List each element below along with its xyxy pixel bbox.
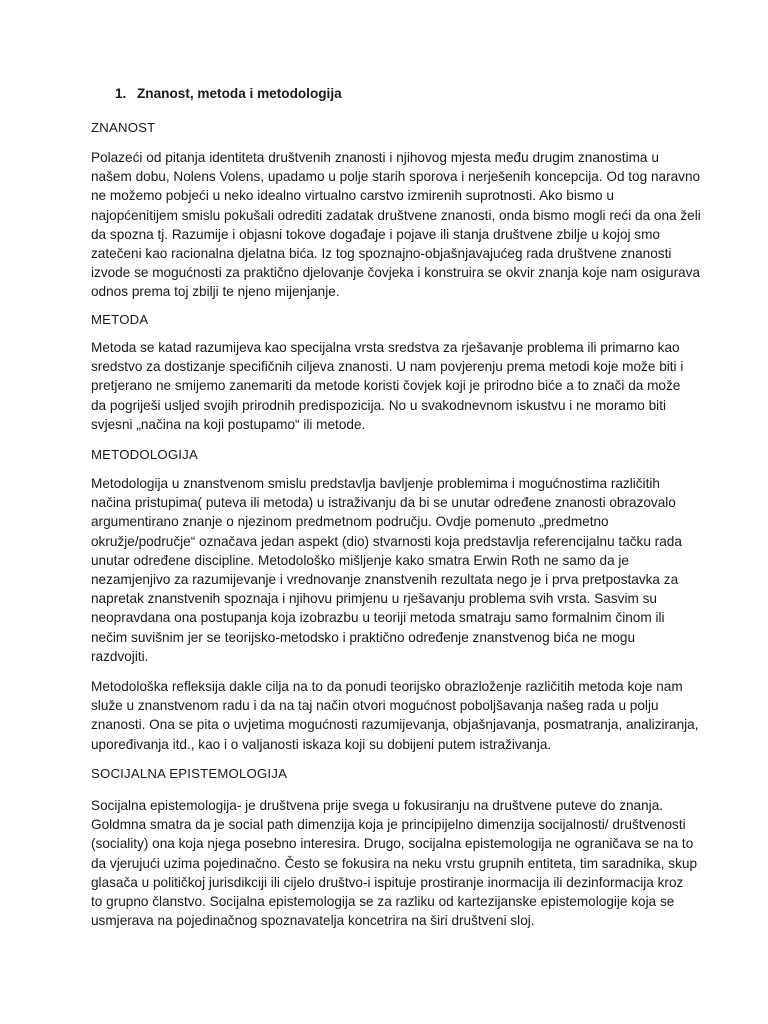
text-line: upoređivanja itd., kao i o valjanosti iskaza koji su dobijeni putem istraživanja. <box>91 736 552 752</box>
text-line: služe u znanstvenom radu i da na taj način otvori mogućnost poboljšavanja našeg rada u polju <box>91 698 659 714</box>
text-line: Metoda se katad razumijeva kao specijalna vrsta sredstva za rješavanje problema ili primarno kao <box>91 340 680 355</box>
section-label-znanost: ZNANOST <box>91 120 156 135</box>
text-line: zatečeni kao racionalna djelatna bića. Iz tog spoznajno-objašnjavajućeg rada društvene znanosti <box>91 245 672 261</box>
text-line: glasača u političkoj jurisdikciji ili cijelo društvo-i ispituje prostiranje inormacija ili dezinformacija kroz <box>91 874 684 890</box>
page-title: Znanost, metoda i metodologija <box>137 86 342 101</box>
text-line: našem dobu, Nolens Volens, upadamo u polje starih sporova i nerješenih koncepcija. Od tog naravno <box>91 169 701 185</box>
text-line: Socijalna epistemologija- je društvena prije svega u fokusiranju na društvene puteve do znanja. <box>91 798 664 813</box>
text-line: svjesni „načina na koji postupamo“ ili metode. <box>91 416 366 432</box>
text-line: to grupno članstvo. Socijalna epistemologija se za razliku od kartezijanske epistemologije koja se <box>91 893 675 909</box>
text-line: pretjerano ne smijemo zanemariti da metode koristi čovjek koji je prirodno biće a to znači da može <box>91 378 681 394</box>
text-line: neopravdana ona postupanja koja izobrazbu u teoriji metoda smatraju samo formalnim činom ili <box>91 610 665 626</box>
heading-number: 1. <box>115 86 127 101</box>
text-line: Goldmna smatra da je social path dimenzija koja je principijelno dimenzija socijalnosti/ društvenosti <box>91 817 686 833</box>
text-line: unutar određene discipline. Metodološko mišljenje kako smatra Erwin Roth ne samo da je <box>91 552 629 568</box>
text-line: načina pristupima( puteva ili metoda) u istraživanju da bi se unutar određene znanosti obrazovalo <box>91 495 676 511</box>
paragraph-metodologija-2 <box>91 677 699 754</box>
text-line: sredstvo za dostizanje specifičnih ciljeva znanosti. U nam povjerenju prema metodi koje može biti i <box>91 359 684 375</box>
section-label-metoda: METODA <box>91 312 149 327</box>
text-line: usmjerava na pojedinačnog spoznavatelja koncetrira na širi društveni sloj. <box>91 913 535 929</box>
text-line: Polazeći od pitanja identiteta društvenih znanosti i njihovog mjesta među drugim znanostima u <box>91 150 659 165</box>
text-line: da vjerujući uzima pojedinačno. Često se fokusira na neku vrstu grupnih entiteta, tim saradnika, skup <box>91 855 698 871</box>
paragraph-socijalna-epistemologija <box>91 796 698 930</box>
text-line: Metodološka refleksija dakle cilja na to da ponudi teorijsko obrazloženje različitih metoda koje nam <box>91 679 683 694</box>
section-label-socijalna-epistemologija: SOCIJALNA EPISTEMOLOGIJA <box>91 766 288 781</box>
text-line: (sociality) ona koja njega posebno interesira. Drugo, socijalna epistemologija ne ograničava se na to <box>91 836 694 852</box>
section-label-metodologija: METODOLOGIJA <box>91 447 198 462</box>
paragraph-metoda <box>91 338 686 434</box>
text-line: nečim suvišnim jer se teorijsko-metodsko i praktično određenje znanstvenog bića ne mogu <box>91 629 636 645</box>
text-line: nezamjenjivo za razumijevanje i vrednovanje znanstvenih rezultata nego je i prva pretpostavka za <box>91 571 679 587</box>
text-line: okružje/područje“ označava jedan aspekt (dio) stvarnosti koja predstavlja referencijalnu tačku rada <box>91 533 682 549</box>
paragraph-metodologija-1 <box>91 474 686 666</box>
text-line: izvode se mogućnosti za praktično djelovanje čovjeka i konstruira se okvir znanja koje nam osigurava <box>91 265 701 281</box>
text-line: argumentirano znanje o njezinom predmetnom području. Ovdje pomenuto „predmetno <box>91 514 609 530</box>
text-line: ne možemo pobjeći u neko idealno virtualno carstvo izmirenih suprotnosti. Ako bismo u <box>91 188 614 204</box>
text-line: razdvojiti. <box>91 648 149 664</box>
text-line: Metodologija u znanstvenom smislu predstavlja bavljenje problemima i mogućnostima različitih <box>91 476 660 491</box>
text-line: da pogriješi usljed svojih prirodnih predispozicija. No u svakodnevnom iskustvu i ne moramo biti <box>91 397 666 413</box>
paragraph-znanost <box>91 148 701 302</box>
text-line: da spozna tj. Razumije i objasni tokove događaje i pojave ili stanja društvene zbilje u kojoj smo <box>91 226 660 242</box>
text-line: napretak znanstvenih spoznaja i njihovu primjenu u rješavanju problema svih vrsta. Sasvim su <box>91 591 657 607</box>
text-line: najopćenitijem smislu pokušali odrediti zadatak društvene znanosti, onda bismo mogli reći da ona želi <box>91 207 701 223</box>
text-line: znanosti. Ona se pita o uvjetima mogućnosti razumijevanja, objašnjavanja, posmatranja, analiziranja, <box>91 717 699 733</box>
text-line: odnos prema toj zbilji te njeno mijenjanje. <box>91 284 340 300</box>
